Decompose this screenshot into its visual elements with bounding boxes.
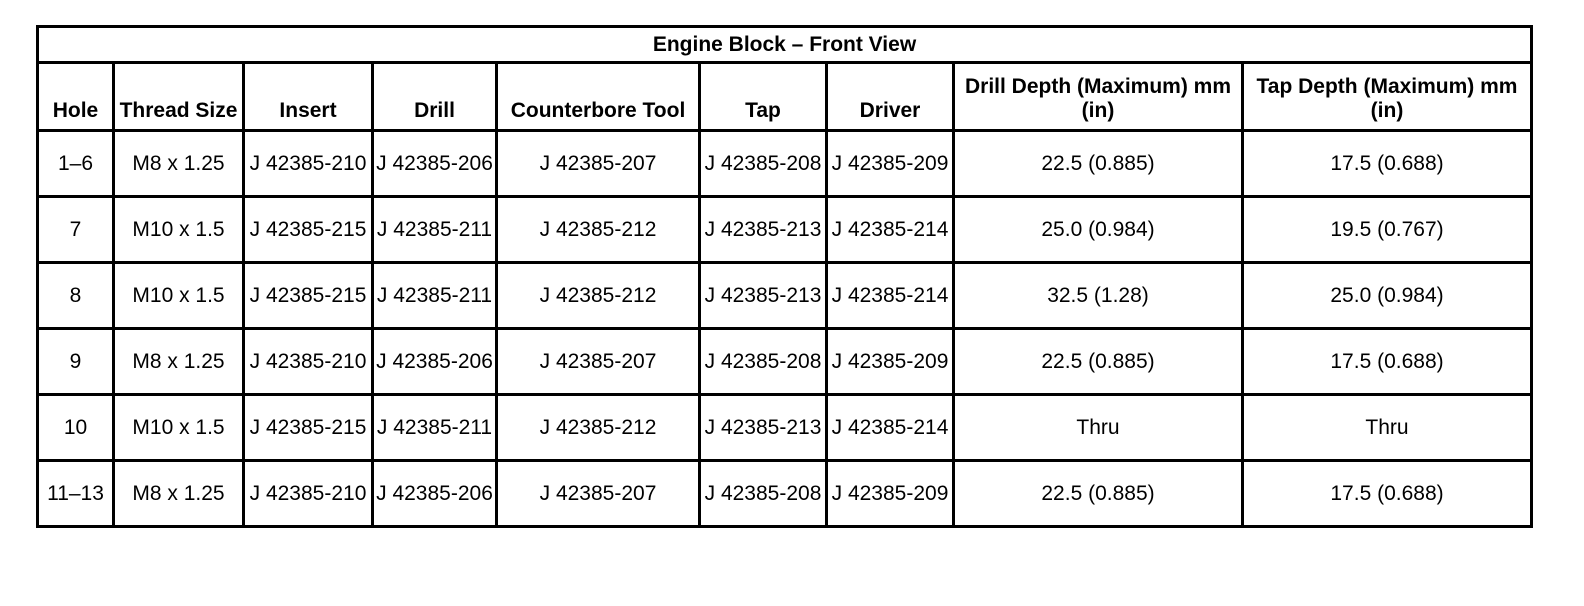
cell-driver: J 42385-209 <box>827 131 954 197</box>
cell-hole: 9 <box>38 329 114 395</box>
cell-tap-depth: 19.5 (0.767) <box>1243 197 1532 263</box>
col-header-insert: Insert <box>244 63 373 131</box>
cell-counterbore-tool: J 42385-212 <box>497 263 700 329</box>
cell-thread-size: M8 x 1.25 <box>114 131 244 197</box>
cell-drill: J 42385-211 <box>373 395 497 461</box>
cell-drill-depth: 22.5 (0.885) <box>954 461 1243 527</box>
cell-drill: J 42385-206 <box>373 131 497 197</box>
cell-counterbore-tool: J 42385-207 <box>497 329 700 395</box>
cell-driver: J 42385-209 <box>827 461 954 527</box>
cell-insert: J 42385-210 <box>244 461 373 527</box>
table-title: Engine Block – Front View <box>38 27 1532 63</box>
cell-driver: J 42385-214 <box>827 197 954 263</box>
cell-hole: 10 <box>38 395 114 461</box>
cell-driver: J 42385-209 <box>827 329 954 395</box>
cell-insert: J 42385-215 <box>244 197 373 263</box>
col-header-tap: Tap <box>700 63 827 131</box>
col-header-driver: Driver <box>827 63 954 131</box>
cell-hole: 11–13 <box>38 461 114 527</box>
cell-counterbore-tool: J 42385-212 <box>497 395 700 461</box>
cell-drill-depth: 22.5 (0.885) <box>954 131 1243 197</box>
cell-hole: 7 <box>38 197 114 263</box>
cell-thread-size: M8 x 1.25 <box>114 461 244 527</box>
cell-tap-depth: 17.5 (0.688) <box>1243 461 1532 527</box>
cell-drill: J 42385-206 <box>373 329 497 395</box>
cell-tap-depth: Thru <box>1243 395 1532 461</box>
cell-thread-size: M10 x 1.5 <box>114 197 244 263</box>
cell-insert: J 42385-210 <box>244 131 373 197</box>
table-row <box>38 329 1532 395</box>
col-header-drill: Drill <box>373 63 497 131</box>
cell-tap: J 42385-213 <box>700 395 827 461</box>
table-row <box>38 131 1532 197</box>
cell-drill-depth: 32.5 (1.28) <box>954 263 1243 329</box>
cell-tap: J 42385-208 <box>700 131 827 197</box>
cell-insert: J 42385-210 <box>244 329 373 395</box>
cell-driver: J 42385-214 <box>827 263 954 329</box>
cell-hole: 1–6 <box>38 131 114 197</box>
cell-tap-depth: 17.5 (0.688) <box>1243 131 1532 197</box>
cell-tap: J 42385-213 <box>700 197 827 263</box>
cell-driver: J 42385-214 <box>827 395 954 461</box>
cell-tap: J 42385-208 <box>700 461 827 527</box>
cell-tap-depth: 25.0 (0.984) <box>1243 263 1532 329</box>
cell-drill: J 42385-211 <box>373 263 497 329</box>
cell-tap: J 42385-213 <box>700 263 827 329</box>
cell-tap-depth: 17.5 (0.688) <box>1243 329 1532 395</box>
col-header-hole: Hole <box>38 63 114 131</box>
col-header-tap-depth: Tap Depth (Maximum) mm (in) <box>1243 63 1532 131</box>
table-row <box>38 197 1532 263</box>
cell-drill-depth: Thru <box>954 395 1243 461</box>
cell-counterbore-tool: J 42385-207 <box>497 461 700 527</box>
table-row <box>38 461 1532 527</box>
cell-drill-depth: 25.0 (0.984) <box>954 197 1243 263</box>
cell-drill: J 42385-211 <box>373 197 497 263</box>
table-row <box>38 395 1532 461</box>
cell-thread-size: M10 x 1.5 <box>114 395 244 461</box>
cell-drill-depth: 22.5 (0.885) <box>954 329 1243 395</box>
cell-counterbore-tool: J 42385-212 <box>497 197 700 263</box>
col-header-thread-size: Thread Size <box>114 63 244 131</box>
table-row <box>38 263 1532 329</box>
cell-tap: J 42385-208 <box>700 329 827 395</box>
cell-hole: 8 <box>38 263 114 329</box>
cell-thread-size: M10 x 1.5 <box>114 263 244 329</box>
cell-drill: J 42385-206 <box>373 461 497 527</box>
cell-insert: J 42385-215 <box>244 395 373 461</box>
engine-block-table <box>36 25 1533 528</box>
cell-insert: J 42385-215 <box>244 263 373 329</box>
cell-counterbore-tool: J 42385-207 <box>497 131 700 197</box>
col-header-drill-depth: Drill Depth (Maximum) mm (in) <box>954 63 1243 131</box>
cell-thread-size: M8 x 1.25 <box>114 329 244 395</box>
col-header-counterbore-tool: Counterbore Tool <box>497 63 700 131</box>
